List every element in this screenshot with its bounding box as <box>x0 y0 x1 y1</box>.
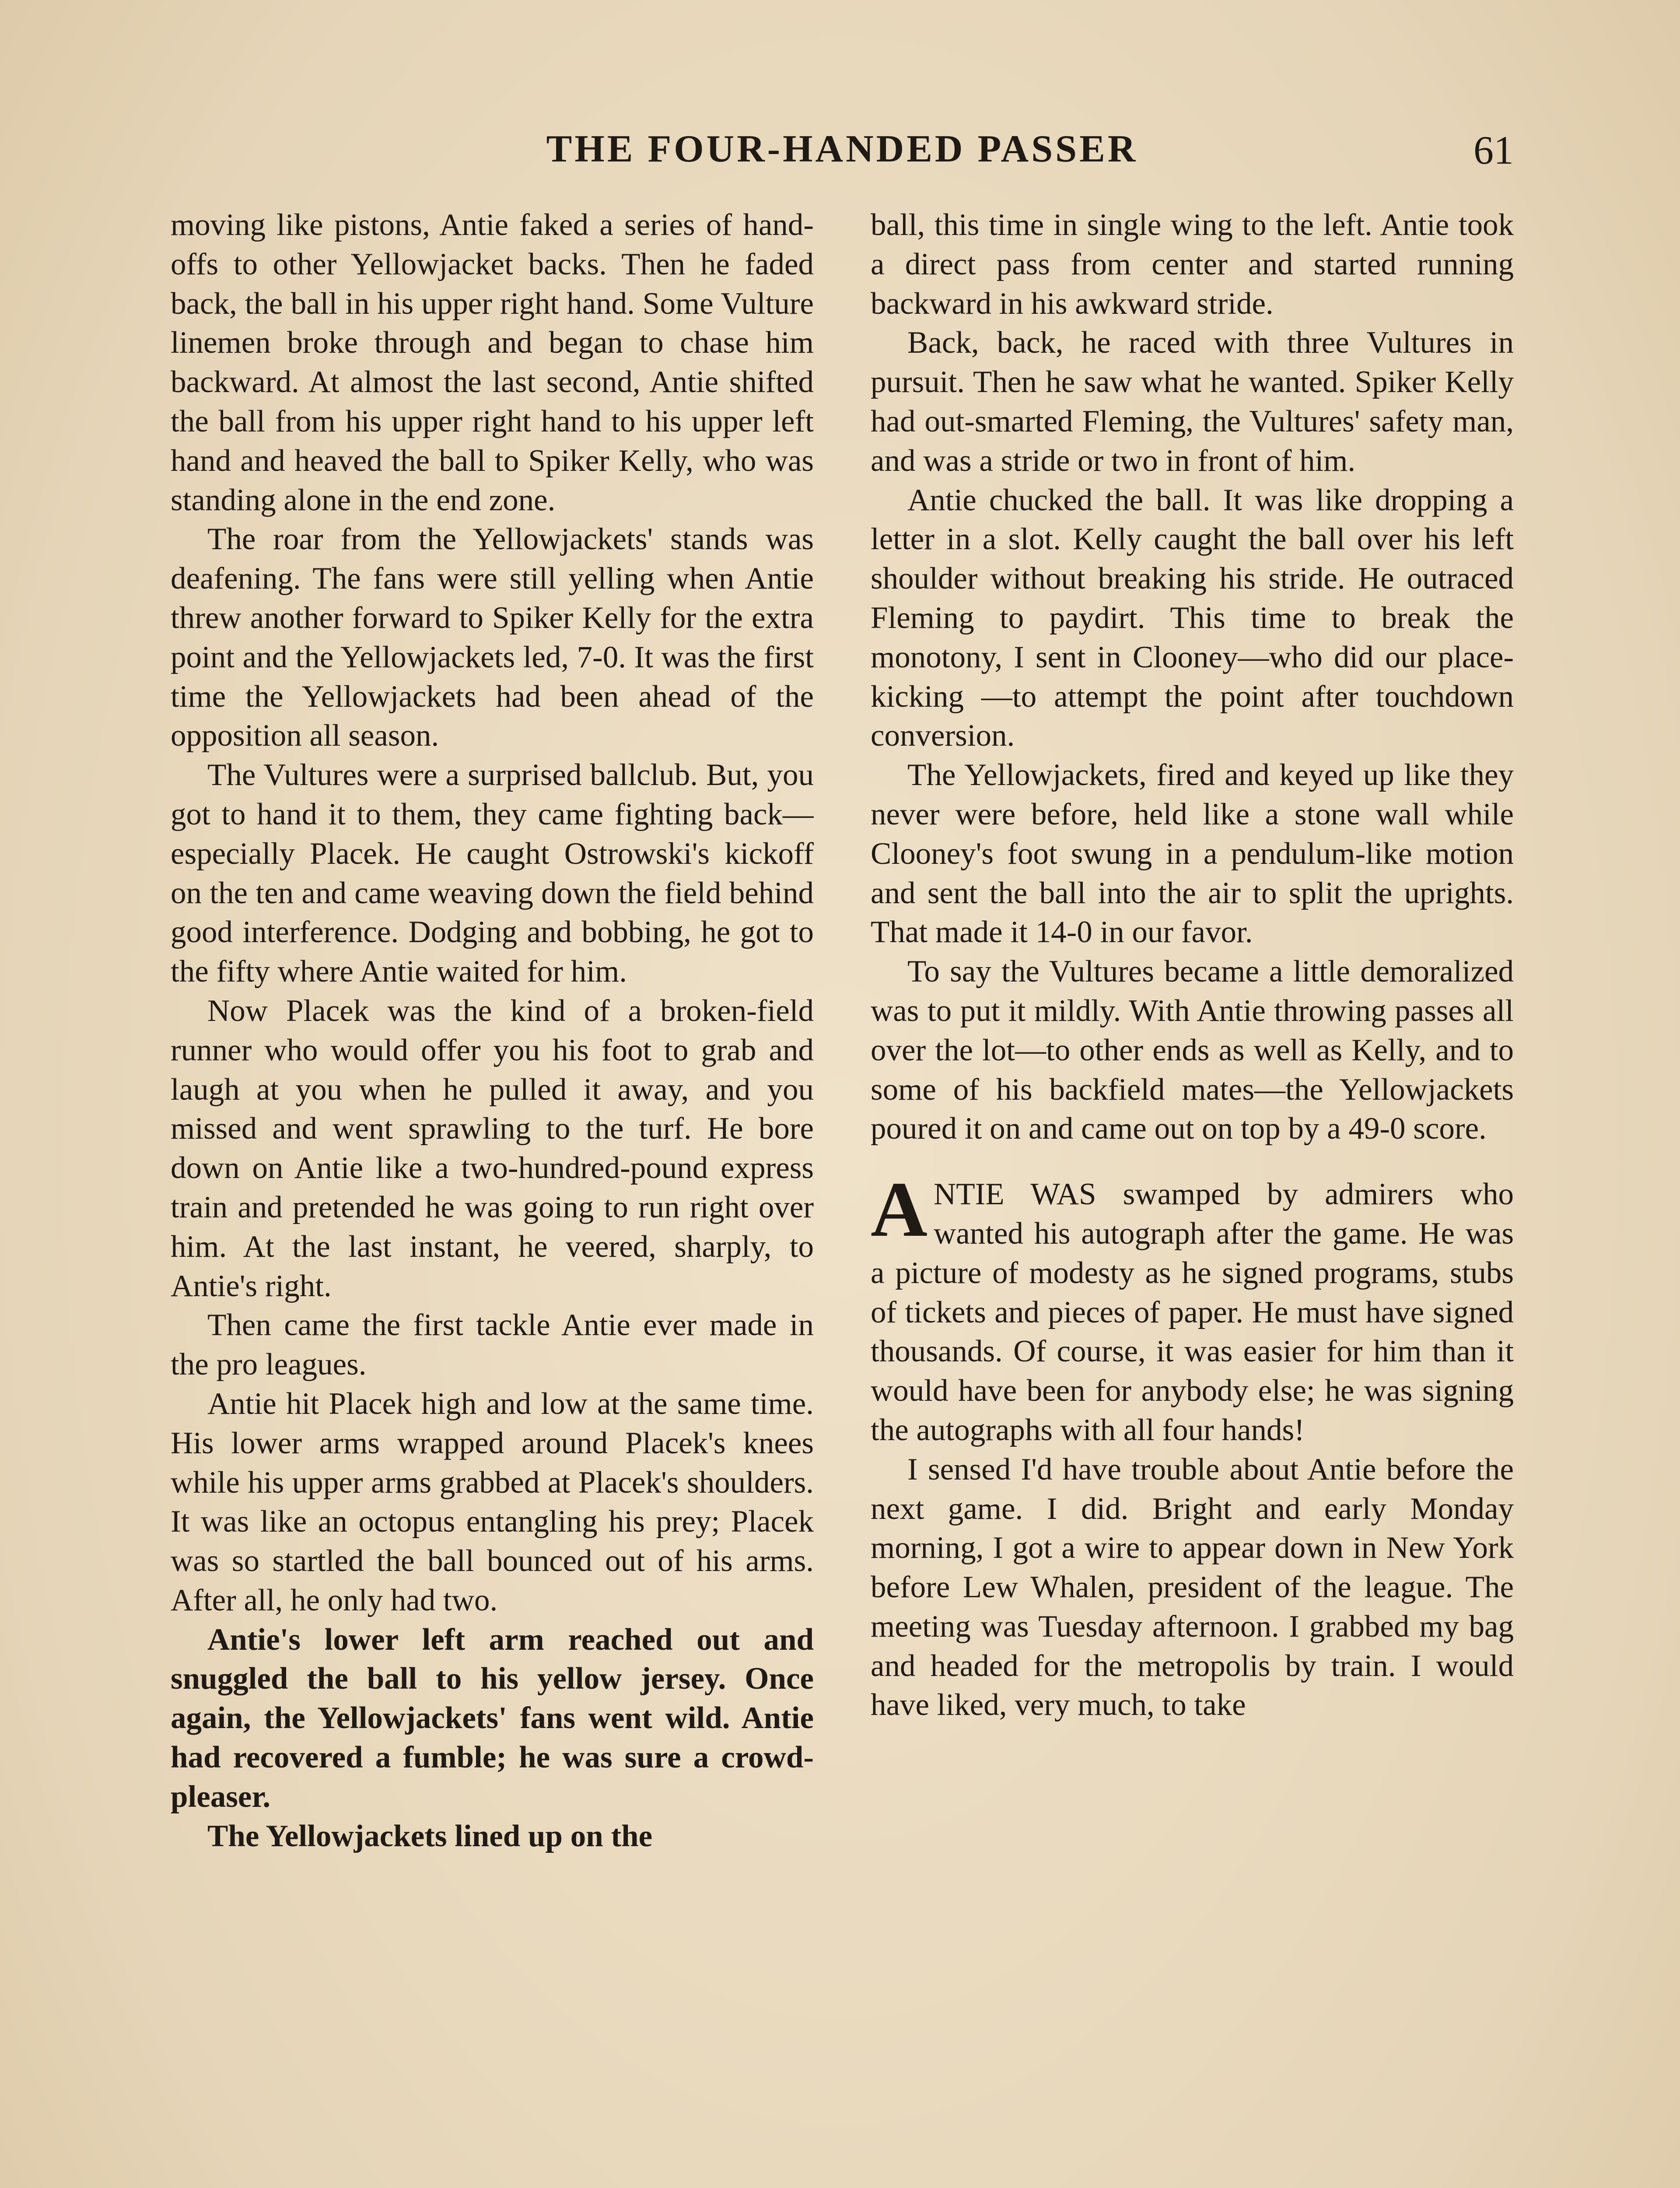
paragraph: The Yellowjackets, fired and keyed up like they never were before, held like a stone wall while Clooney's foot swung in a pendulum-like motion and sent the ball into the air to split the uprights. That made it 14-0 in our favor. <box>871 758 1514 950</box>
running-title: THE FOUR-HANDED PASSER <box>546 128 1138 170</box>
paragraph-text: NTIE WAS swamped by admirers who wanted his autograph after the game. He was a picture of modesty as he signed programs, stubs of tickets and pieces of paper. He must have signed thousands. Of course, it was easier for him than it would have been for anybody else; he was signing the autographs with all four hands! <box>871 1177 1514 1447</box>
paragraph: Antie hit Placek high and low at the same time. His lower arms wrapped around Placek's knees while his upper arms grabbed at Placek's shoulders. It was like an octopus entangling his prey; Placek was so startled the ball bounced out of his arms. After all, he only had two. <box>171 1386 814 1617</box>
page-header <box>171 127 1514 184</box>
section-start-paragraph <box>871 1166 1514 1450</box>
page-number: 61 <box>1474 128 1514 172</box>
paragraph: Antie chucked the ball. It was like dropping a letter in a slot. Kelly caught the ball over his left shoulder without breaking his stride. He outraced Fleming to paydirt. This time to break the monotony, I sent in Clooney—who did our place-kicking —to attempt the point after touchdown conversion. <box>871 483 1514 753</box>
paragraph: To say the Vultures became a little demoralized was to put it mildly. With Antie throwing passes all over the lot—to other ends as well as Kelly, and to some of his backfield mates—the Yellowjackets poured it on and came out on top by a 49-0 score. <box>871 954 1514 1146</box>
paragraph: Now Placek was the kind of a broken-field runner who would offer you his foot to grab and laugh at you when he pulled it away, and you missed and went sprawling to the turf. He bore down on Antie like a two-hundred-pound express train and pretended he was going to run right over him. At the last instant, he veered, sharply, to Antie's right. <box>171 993 814 1303</box>
paragraph: The Vultures were a surprised ballclub. But, you got to hand it to them, they came fighting back—especially Placek. He caught Ostrowski's kickoff on the ten and came weaving down the field behind good interference. Dodging and bobbing, he got to the fifty where Antie waited for him. <box>171 758 814 989</box>
paragraph: I sensed I'd have trouble about Antie before the next game. I did. Bright and early Monday morning, I got a wire to appear down in New York before Lew Whalen, president of the league. The meeting was Tuesday afternoon. I grabbed my bag and headed for the metropolis by train. I would have liked, very much, to take <box>871 1452 1514 1722</box>
text-columns <box>171 206 1514 2188</box>
paragraph: Back, back, he raced with three Vultures in pursuit. Then he saw what he wanted. Spiker Kelly had out-smarted Fleming, the Vultures' safety man, and was a stride or two in front of him. <box>871 326 1514 478</box>
paragraph: The roar from the Yellowjackets' stands was deafening. The fans were still yelling when Antie threw another forward to Spiker Kelly for the extra point and the Yellowjackets led, 7-0. It was the first time the Yellowjackets had been ahead of the opposition all season. <box>171 522 814 753</box>
left-column <box>171 206 814 2188</box>
paragraph: Antie's lower left arm reached out and snuggled the ball to his yellow jersey. Once again, the Yellowjackets' fans went wild. Antie had recovered a fumble; he was sure a crowd-pleaser. <box>171 1622 814 1814</box>
paragraph: The Yellowjackets lined up on the <box>207 1819 653 1853</box>
drop-cap: A <box>871 1166 928 1253</box>
right-column <box>871 206 1514 2188</box>
paragraph: moving like pistons, Antie faked a series of hand-offs to other Yellowjacket backs. Then he faded back, the ball in his upper right hand. Some Vulture linemen broke through and began to chase him backward. At almost the last second, Antie shifted the ball from his upper right hand to his upper left hand and heaved the ball to Spiker Kelly, who was standing alone in the end zone. <box>171 208 814 517</box>
paragraph: ball, this time in single wing to the left. Antie took a direct pass from center and started running backward in his awkward stride. <box>871 208 1514 321</box>
paragraph: Then came the first tackle Antie ever made in the pro leagues. <box>171 1308 814 1382</box>
